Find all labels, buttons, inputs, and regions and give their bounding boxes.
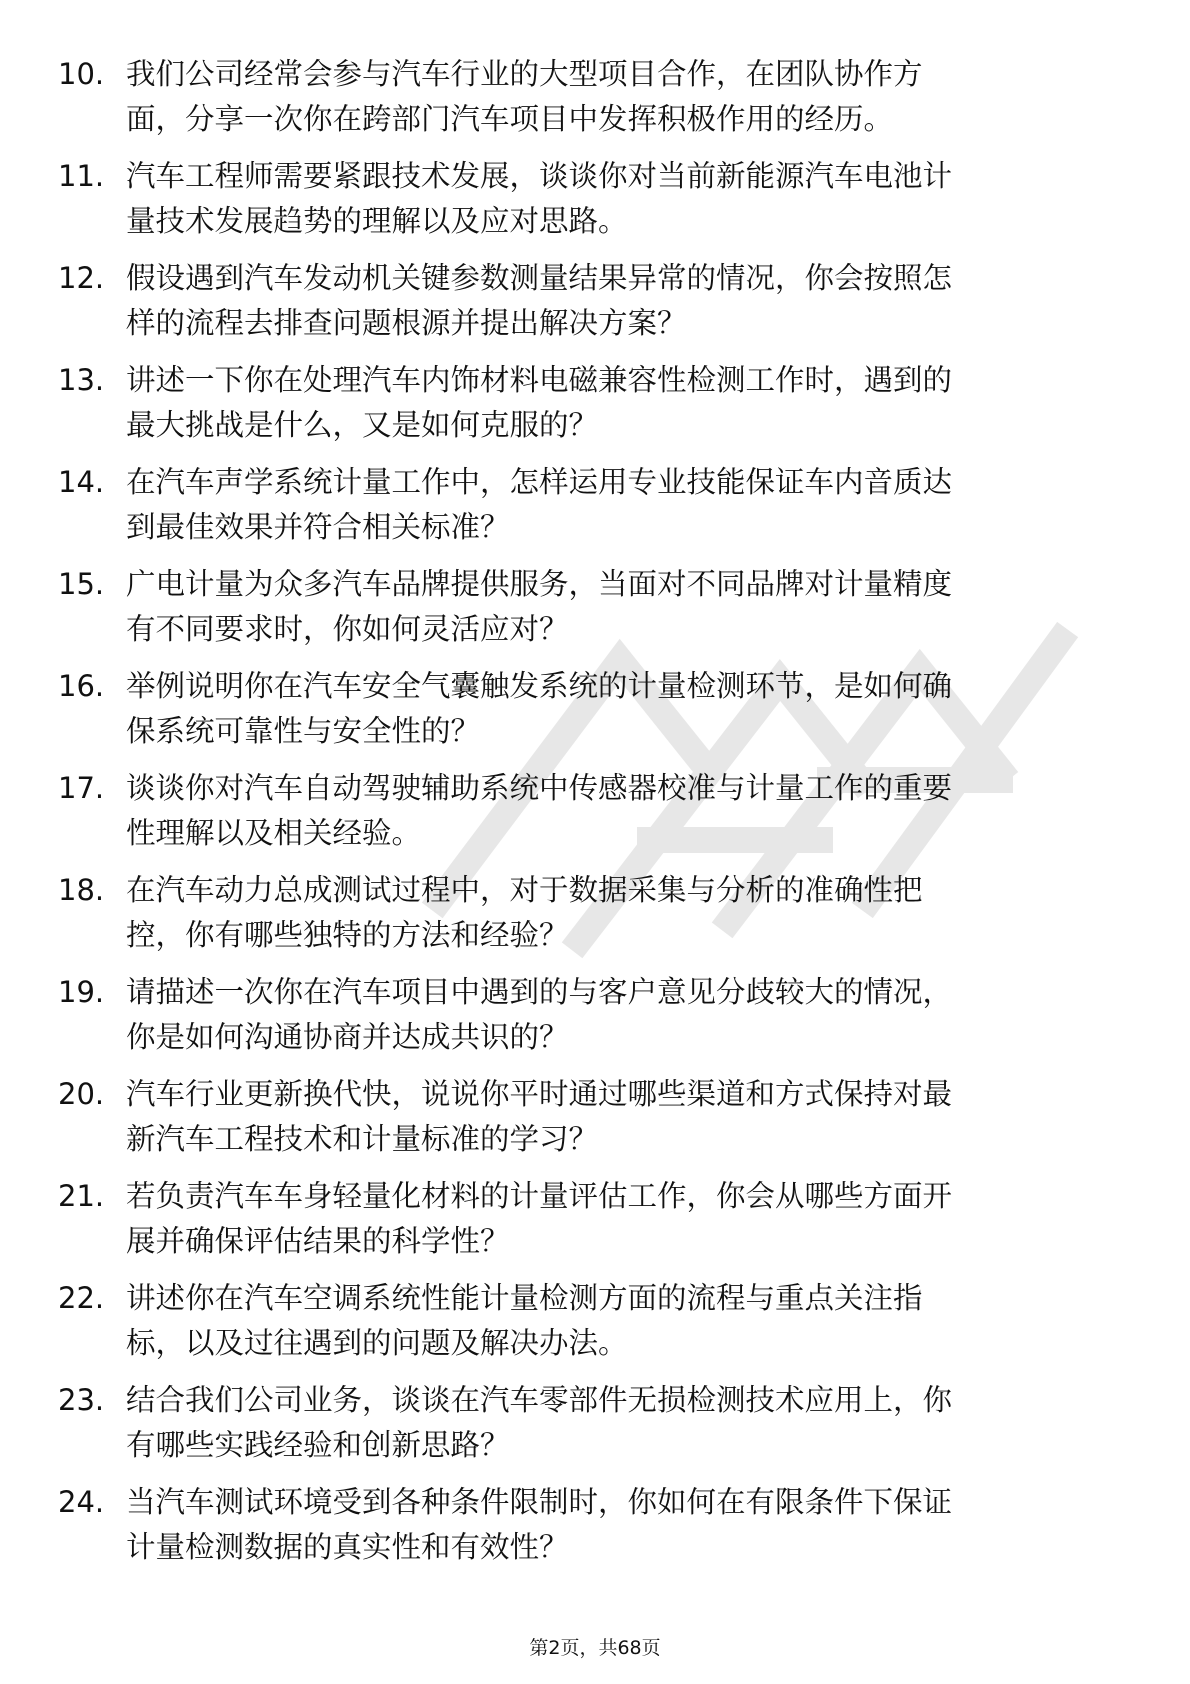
question-item [58,664,1118,766]
question-text-line: 举例说明你在汽车安全气囊触发系统的计量检测环节，是如何确 [126,669,953,703]
question-number: 24. [58,1485,105,1519]
question-text-line: 若负责汽车车身轻量化材料的计量评估工作，你会从哪些方面开 [126,1179,953,1213]
question-text [126,562,1126,652]
question-text-line: 讲述你在汽车空调系统性能计量检测方面的流程与重点关注指 [126,1281,923,1315]
question-text-line: 到最佳效果并符合相关标准？ [126,510,510,544]
question-text-line: 结合我们公司业务，谈谈在汽车零部件无损检测技术应用上，你 [126,1383,953,1417]
question-item [58,1378,1118,1480]
question-text-line: 我们公司经常会参与汽车行业的大型项目合作，在团队协作方 [126,57,923,91]
question-number: 16. [58,669,105,703]
question-text [126,1174,1126,1264]
question-text-line: 讲述一下你在处理汽车内饰材料电磁兼容性检测工作时，遇到的 [126,363,953,397]
question-text [126,154,1126,244]
question-number: 21. [58,1179,105,1213]
question-item [58,52,1118,154]
question-text-line: 当汽车测试环境受到各种条件限制时，你如何在有限条件下保证 [126,1485,953,1519]
question-item [58,1480,1118,1582]
question-item [58,358,1118,460]
question-text-line: 有不同要求时，你如何灵活应对？ [126,612,569,646]
question-text-line: 面，分享一次你在跨部门汽车项目中发挥积极作用的经历。 [126,102,894,136]
question-text [126,970,1126,1060]
question-text-line: 你是如何沟通协商并达成共识的？ [126,1020,569,1054]
question-item [58,1276,1118,1378]
question-number: 10. [58,57,105,91]
question-text [126,664,1126,754]
question-text-line: 有哪些实践经验和创新思路？ [126,1428,510,1462]
question-text-line: 控，你有哪些独特的方法和经验？ [126,918,569,952]
question-text-line: 假设遇到汽车发动机关键参数测量结果异常的情况，你会按照怎 [126,261,953,295]
question-text-line: 在汽车声学系统计量工作中，怎样运用专业技能保证车内音质达 [126,465,953,499]
question-text-line: 汽车行业更新换代快，说说你平时通过哪些渠道和方式保持对最 [126,1077,953,1111]
question-item [58,562,1118,664]
question-number: 18. [58,873,105,907]
question-text-line: 量技术发展趋势的理解以及应对思路。 [126,204,628,238]
question-text [126,256,1126,346]
question-item [58,154,1118,256]
question-text [126,52,1126,142]
question-text [126,460,1126,550]
question-number: 19. [58,975,105,1009]
question-item [58,1072,1118,1174]
question-text-line: 请描述一次你在汽车项目中遇到的与客户意见分歧较大的情况， [126,975,953,1009]
question-number: 23. [58,1383,105,1417]
page-number-footer: 第2页，共68页 [529,1637,661,1659]
question-number: 22. [58,1281,105,1315]
question-text-line: 样的流程去排查问题根源并提出解决方案？ [126,306,687,340]
question-text [126,766,1126,856]
question-item [58,256,1118,358]
question-item [58,766,1118,868]
question-item [58,970,1118,1072]
question-text-line: 广电计量为众多汽车品牌提供服务，当面对不同品牌对计量精度 [126,567,953,601]
question-text [126,1378,1126,1468]
question-text-line: 在汽车动力总成测试过程中，对于数据采集与分析的准确性把 [126,873,923,907]
question-text [126,868,1126,958]
question-text-line: 谈谈你对汽车自动驾驶辅助系统中传感器校准与计量工作的重要 [126,771,953,805]
question-item [58,1174,1118,1276]
question-text-line: 最大挑战是什么，又是如何克服的？ [126,408,599,442]
question-item [58,460,1118,562]
question-text [126,1480,1126,1570]
question-number: 15. [58,567,105,601]
question-text [126,1072,1126,1162]
question-list [58,52,1118,1582]
question-number: 13. [58,363,105,397]
question-text-line: 展并确保评估结果的科学性？ [126,1224,510,1258]
question-text-line: 计量检测数据的真实性和有效性？ [126,1530,569,1564]
question-text [126,1276,1126,1366]
question-text-line: 性理解以及相关经验。 [126,816,422,850]
question-number: 14. [58,465,105,499]
question-item [58,868,1118,970]
question-number: 11. [58,159,105,193]
question-number: 20. [58,1077,105,1111]
question-text-line: 新汽车工程技术和计量标准的学习？ [126,1122,599,1156]
question-number: 17. [58,771,105,805]
question-number: 12. [58,261,105,295]
question-text-line: 保系统可靠性与安全性的？ [126,714,481,748]
question-text-line: 汽车工程师需要紧跟技术发展，谈谈你对当前新能源汽车电池计 [126,159,953,193]
question-text [126,358,1126,448]
question-text-line: 标，以及过往遇到的问题及解决办法。 [126,1326,628,1360]
